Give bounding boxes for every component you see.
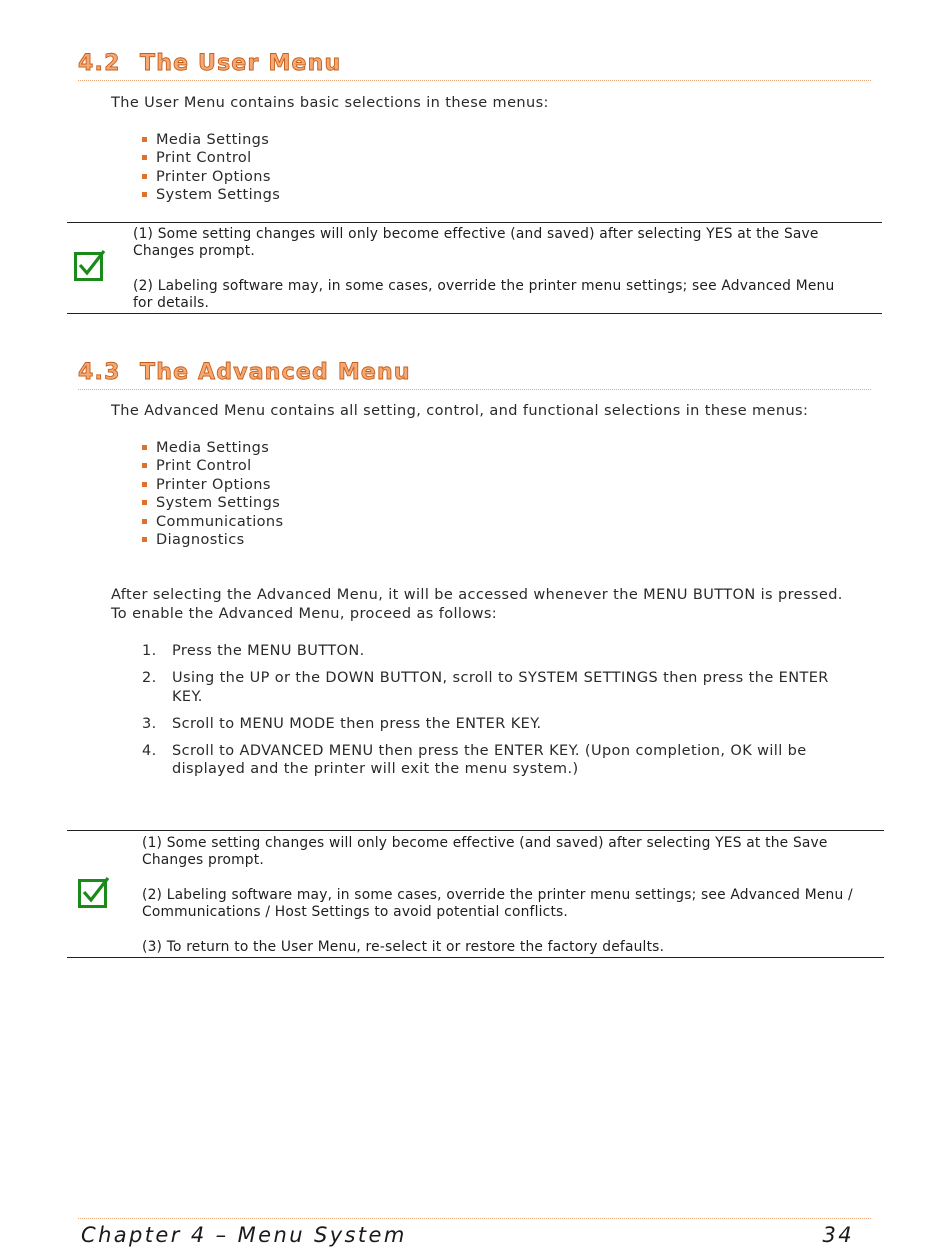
list-item [142,642,852,661]
note-content [142,835,872,956]
list-item: Media Settings [142,131,280,149]
bullet-icon [142,445,147,450]
footer-page-number: 34 [822,1223,854,1247]
section-intro: The User Menu contains basic selections in these menus: [111,95,549,111]
list-item [142,669,852,706]
step-text: Press the MENU BUTTON. [172,643,365,659]
step-text: Scroll to ADVANCED MENU then press the ENTER KEY. (Upon completion, OK will be displayed and the printer will exit the menu system.) [172,742,807,778]
section-number: 4.3 [78,360,121,385]
list-item: System Settings [142,494,283,512]
bullet-icon [142,192,147,197]
list-item: Print Control [142,149,280,167]
section-4-3-heading [78,360,411,385]
section-number: 4.2 [78,51,121,76]
note-item: (1) Some setting changes will only become effective (and saved) after selecting YES at the Save Changes prompt. [142,835,828,869]
section-heading-rule [78,80,871,81]
footer-chapter: Chapter 4 – Menu System [81,1223,407,1247]
list-item: Print Control [142,457,283,475]
step-text: Scroll to MENU MODE then press the ENTER KEY. [172,715,542,732]
note-top-rule [67,222,882,223]
list-item: Printer Options [142,476,283,494]
step-number: 3. [142,715,157,732]
bullet-icon [142,519,147,524]
note-bottom-rule [67,957,884,958]
paragraph-line: After selecting the Advanced Menu, it will be accessed whenever the MENU BUTTON is pressed. [111,587,843,603]
checkbox-checked-icon [74,250,104,280]
note-content [133,226,858,313]
note-item: (2) Labeling software may, in some cases, override the printer menu settings; see Advanced Menu for details. [133,277,835,312]
list-item: Diagnostics [142,531,283,549]
user-menu-list [142,131,280,205]
list-item: Communications [142,513,283,531]
bullet-icon [142,137,147,142]
step-text: Using the UP or the DOWN BUTTON, scroll to SYSTEM SETTINGS then press the ENTER KEY. [172,670,829,705]
section-intro: The Advanced Menu contains all setting, control, and functional selections in these menus: [111,403,809,419]
paragraph-line: To enable the Advanced Menu, proceed as follows: [111,606,498,622]
bullet-icon [142,537,147,542]
checkbox-checked-icon [78,877,108,907]
list-item [142,715,852,734]
advanced-menu-list [142,439,283,549]
note-item: (2) Labeling software may, in some cases, override the printer menu settings; see Advanced Menu / Communications / Host Settings to avoid potential conflicts. [142,886,853,921]
note-item: (1) Some setting changes will only become effective (and saved) after selecting YES at the Save Changes prompt. [133,226,819,260]
step-number: 2. [142,670,157,687]
step-number: 1. [142,643,157,659]
bullet-icon [142,174,147,179]
bullet-icon [142,500,147,505]
enable-steps-list [142,642,852,779]
step-number: 4. [142,742,157,759]
note-bottom-rule [67,313,882,314]
section-title: The Advanced Menu [140,360,411,385]
note-top-rule [67,830,884,831]
bullet-icon [142,463,147,468]
bullet-icon [142,155,147,160]
list-item: System Settings [142,186,280,204]
note-item: (3) To return to the User Menu, re-select it or restore the factory defaults. [142,938,665,955]
list-item: Printer Options [142,168,280,186]
section-4-2-heading [78,51,341,76]
list-item: Media Settings [142,439,283,457]
footer-rule [78,1218,871,1219]
section-title: The User Menu [140,51,342,76]
list-item [142,742,852,779]
bullet-icon [142,482,147,487]
section-heading-rule [78,389,871,390]
